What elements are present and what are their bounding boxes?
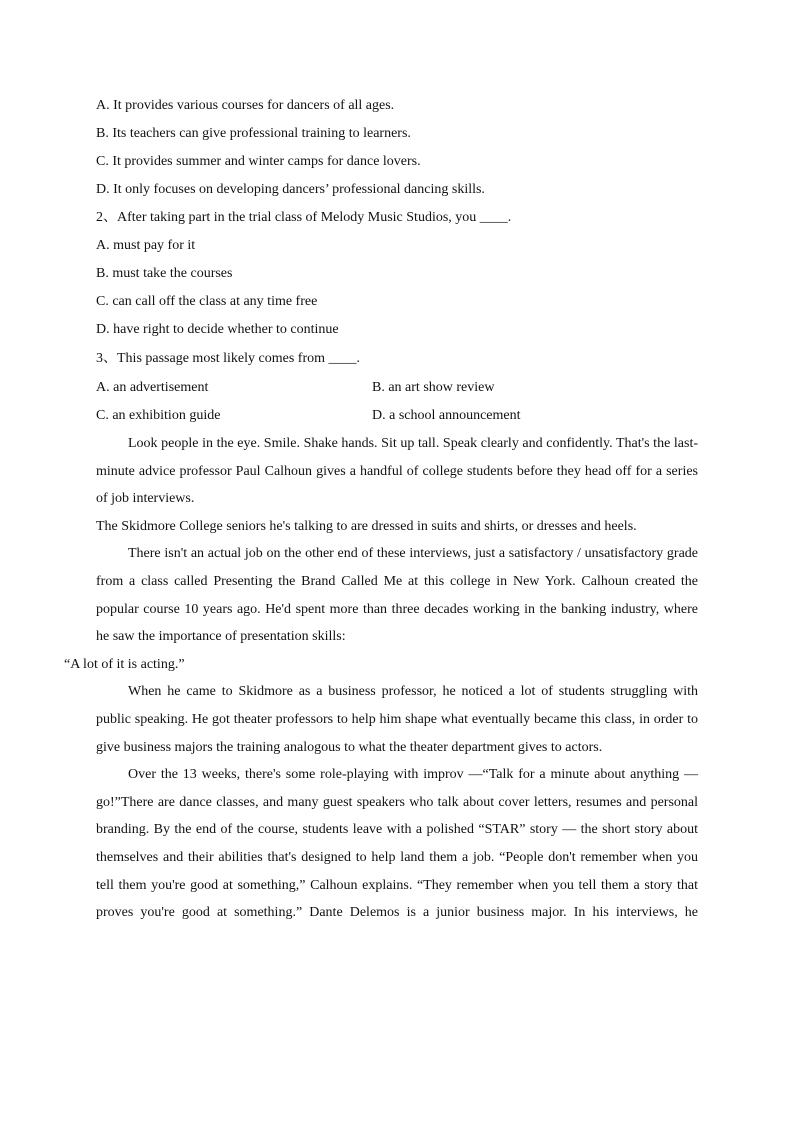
option-2a: A. must pay for it: [96, 238, 196, 253]
option-1b: B. Its teachers can give professional training to learners.: [96, 126, 411, 141]
option-2c: C. can call off the class at any time free: [96, 294, 318, 309]
question-3: [96, 344, 698, 430]
question-3-stem: 3、This passage most likely comes from ____.: [96, 351, 361, 366]
passage-paragraph-3-text: There isn't an actual job on the other end of these interviews, just a satisfactory / unsatisfactory grade from a class called Presenting the Brand Called Me at this college in New York. Calhoun created the popular course 10 years ago. He'd spent more than three decades working in the banking industry, where he saw the importance of presentation skills:: [96, 546, 698, 645]
passage-paragraph-5: Over the 13 weeks, there's some role-playing with improv —“Talk for a minute about anything — go!”There are dance classes, and many guest speakers who talk about cover letters, resumes and personal branding. By the end of the course, students leave with a polished “STAR” story — the short story about themselves and their abilities that's designed to help land them a job. “People don't remember when you tell them you're good at something,” Calhoun explains. “They remember when you tell them a story that proves you're good at something.” Dante Delemos is a junior business major. In his interviews, he: [96, 767, 698, 921]
question-3-options-row-2: [96, 402, 698, 430]
option-2b: B. must take the courses: [96, 266, 233, 281]
document-page: [64, 92, 698, 927]
reading-passage: [64, 430, 698, 927]
option-1a: A. It provides various courses for dancers of all ages.: [96, 98, 395, 113]
question-3-options-row-1: [96, 374, 698, 402]
option-1d: D. It only focuses on developing dancers’ professional dancing skills.: [96, 182, 485, 197]
passage-paragraph-3: [64, 540, 698, 678]
passage-paragraph-4: When he came to Skidmore as a business professor, he noticed a lot of students struggling with public speaking. He got theater professors to help him shape what eventually became this class, in order to give business majors the training analogous to what the theater department gives to actors.: [96, 684, 698, 755]
option-3a: A. an advertisement: [96, 380, 209, 395]
question-2: [96, 204, 698, 344]
option-3d: D. a school announcement: [372, 408, 521, 423]
question-2-stem: 2、After taking part in the trial class of Melody Music Studios, you ____.: [96, 210, 512, 225]
option-3c: C. an exhibition guide: [96, 408, 221, 423]
question-1-options: [96, 92, 698, 204]
passage-paragraph-1: Look people in the eye. Smile. Shake hands. Sit up tall. Speak clearly and confidently. That's the last-minute advice professor Paul Calhoun gives a handful of college students before they head off for a series of job interviews.: [96, 436, 698, 507]
option-2d: D. have right to decide whether to continue: [96, 322, 339, 337]
option-1c: C. It provides summer and winter camps for dance lovers.: [96, 154, 421, 169]
passage-paragraph-2: The Skidmore College seniors he's talking to are dressed in suits and shirts, or dresses and heels.: [96, 518, 637, 534]
option-3b: B. an art show review: [372, 380, 495, 395]
passage-paragraph-3-quote: “A lot of it is acting.”: [64, 656, 185, 672]
